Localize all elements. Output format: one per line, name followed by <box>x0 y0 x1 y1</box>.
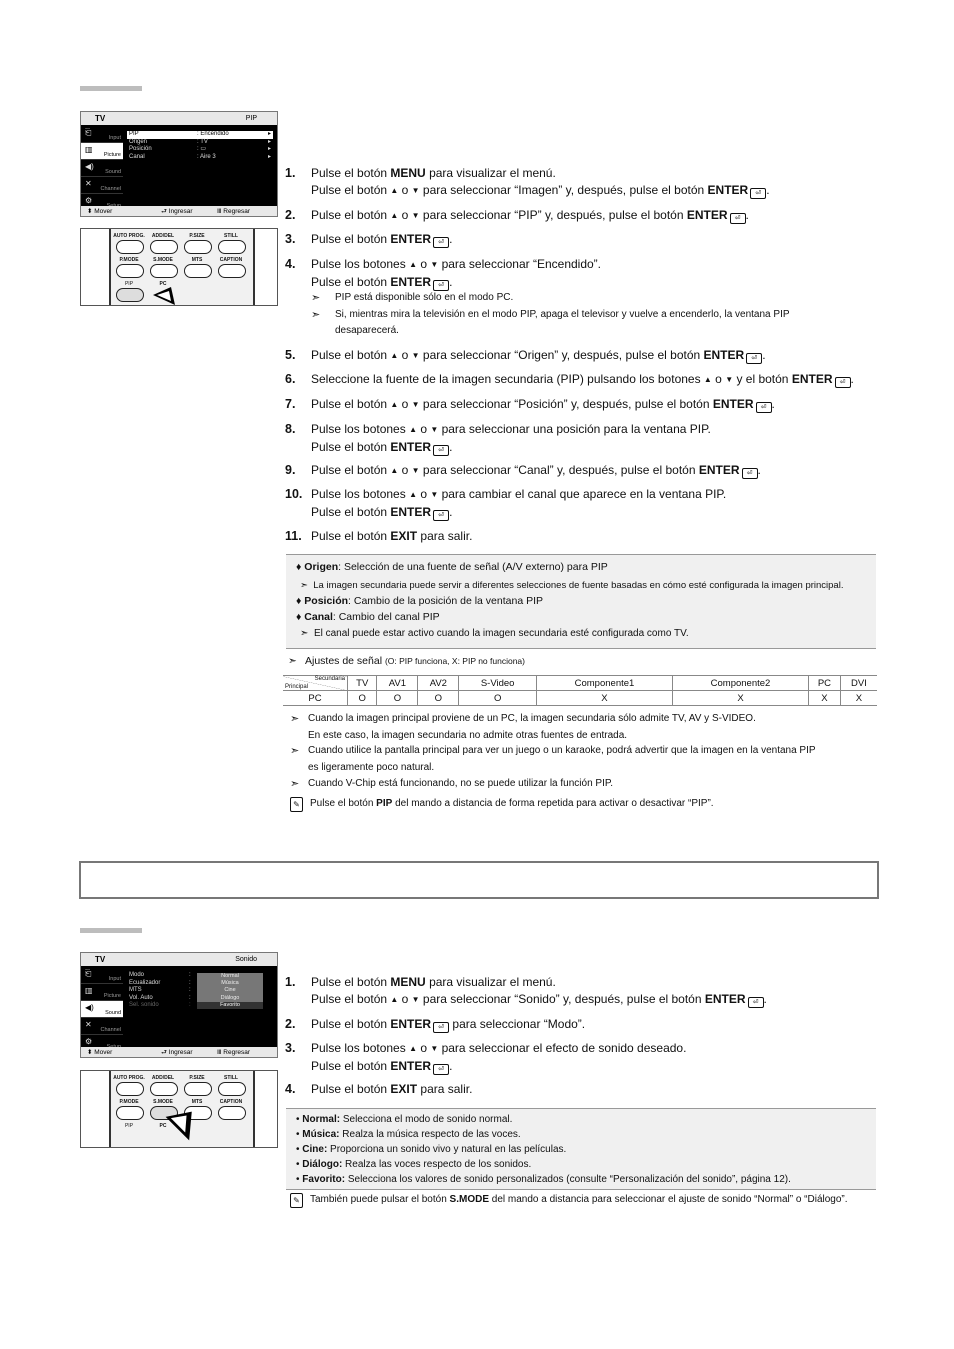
menu-category-icon: ✕ <box>85 179 92 188</box>
osd-move: ⬍ Mover <box>87 1049 113 1056</box>
remote-illustration-smode: AUTO PROG. ADD/DEL P.SIZE STILL P.MODE S.MODE MTS CAPTION PIP PC <box>80 1070 278 1148</box>
step-number: 8. <box>285 422 296 436</box>
osd-brand: TV <box>95 114 106 123</box>
step-number: 7. <box>285 397 296 411</box>
enter-icon: ⏎ <box>746 353 762 364</box>
step-text: Pulse el botón ENTER ⏎ . <box>311 232 453 246</box>
step-text: Pulse el botón MENU para visualizar el menú. Pulse el botón ▲ o ▼ para seleccionar “Imagen” y, después, pulse el botón ENTER ⏎ . <box>311 165 886 199</box>
osd-side-item: ✕ Channel <box>81 1018 123 1035</box>
sound-mode-item: • Diálogo: Realza las voces respecto de los sonidos. <box>296 1159 532 1170</box>
osd-title: PIP <box>245 115 257 122</box>
step-text: Pulse los botones ▲ o ▼ para cambiar el canal que aparece en la ventana PIP. Pulse el botón ENTER ⏎ . <box>311 487 727 519</box>
down-arrow-icon: ▼ <box>411 466 420 475</box>
remote-illustration-pip: AUTO PROG. ADD/DEL P.SIZE STILL P.MODE S.MODE MTS CAPTION PIP PC <box>80 228 278 306</box>
up-arrow-icon: ▲ <box>409 260 417 269</box>
menu-category-icon: ⚙ <box>85 1037 93 1046</box>
menu-category-icon: ⎗ <box>85 969 92 978</box>
down-arrow-icon: ▼ <box>725 375 734 384</box>
table-cell: O <box>459 691 537 706</box>
osd-side-item: ▥ Picture <box>81 143 123 160</box>
sound-mode-item: • Música: Realza la música respecto de las voces. <box>296 1129 521 1140</box>
down-arrow-icon: ▼ <box>411 185 420 195</box>
osd-row: Vol. Auto : <box>129 994 191 1001</box>
enter-icon: ⏎ <box>742 468 758 479</box>
osd-row: Modo : <box>129 972 191 978</box>
step-number: 5. <box>285 348 296 362</box>
sound-mode-item: • Normal: Selecciona el modo de sonido normal. <box>296 1114 513 1125</box>
table-header: TV <box>348 676 377 691</box>
menu-category-icon: ◀) <box>85 162 94 171</box>
osd-row: PIP : Encendido ▸ <box>129 131 271 137</box>
table-header: Componente2 <box>672 676 808 691</box>
up-arrow-icon: ▲ <box>703 375 712 384</box>
osd-option: Favorito <box>197 1002 263 1009</box>
up-arrow-icon: ▲ <box>409 425 417 434</box>
osd-option: Cine <box>197 987 263 994</box>
pip-options-box: ♦ Origen: Selección de una fuente de señal (A/V externo) para PIP ➣ La imagen secundaria puede servir a diferentes selecciones de fuente basadas en cómo esté configurada la imagen principal. ♦ Posición: Cambio de la posición de la ventana PIP ♦ Canal: Cambio del canal PIP ➣ El canal puede estar activo cuando la imagen secundaria esté configurada como TV. <box>286 554 876 649</box>
table-cell: X <box>672 691 808 706</box>
up-arrow-icon: ▲ <box>409 490 417 499</box>
signal-table: Secundaria Principal TV AV1 AV2 S-Video Componente1 Componente2 PC DVI PC O O O O X X X X <box>283 675 877 706</box>
osd-side-item: ⎗ Input <box>81 126 123 143</box>
up-arrow-icon: ▲ <box>390 400 399 409</box>
table-cell: X <box>536 691 672 706</box>
enter-icon: ⏎ <box>730 213 746 224</box>
step-number: 10. <box>285 487 303 501</box>
step-number: 3. <box>285 1041 296 1055</box>
menu-category-icon: ✕ <box>85 1020 92 1029</box>
step-text: Seleccione la fuente de la imagen secundaria (PIP) pulsando los botones ▲ o ▼ y el botón ENTER ⏎ . <box>311 371 886 389</box>
table-cell: X <box>809 691 841 706</box>
osd-side-item: ⎗ Input <box>81 967 123 984</box>
menu-category-icon: ⎗ <box>85 128 92 137</box>
pointing-hand-icon <box>151 283 177 309</box>
osd-option: Música <box>197 980 263 987</box>
pip-osd-menu <box>80 111 278 217</box>
down-arrow-icon: ▼ <box>430 1044 439 1053</box>
up-arrow-icon: ▲ <box>390 351 399 360</box>
osd-row: Posición : ▭ ▸ <box>129 146 271 152</box>
osd-row: Sel. sonido : <box>129 1002 191 1008</box>
enter-icon: ⏎ <box>433 445 449 456</box>
step-text: Pulse los botones ▲ o ▼ para seleccionar una posición para la ventana PIP. Pulse el botón ENTER ⏎ . <box>311 422 711 454</box>
enter-icon: ⏎ <box>433 1064 449 1075</box>
osd-back: Ⅲ Regresar <box>217 1049 251 1056</box>
down-arrow-icon: ▼ <box>430 490 439 499</box>
osd-enter: ⮐ Ingresar <box>161 208 193 215</box>
sound-mode-item: • Cine: Proporciona un sonido vivo y natural en las películas. <box>296 1144 567 1155</box>
memo-icon: ✎ <box>290 797 303 812</box>
osd-row: Canal : Aire 3 ▸ <box>129 153 271 160</box>
osd-side-item: ◀) Sound <box>81 160 123 177</box>
pointing-hand-icon <box>163 1109 197 1143</box>
up-arrow-icon: ▲ <box>390 185 399 195</box>
memo-icon: ✎ <box>290 1193 303 1208</box>
step-text: Pulse los botones ▲ o ▼ para seleccionar “Encendido”. Pulse el botón ENTER ⏎ . <box>311 257 602 289</box>
step-number: 1. <box>285 166 296 180</box>
table-cell: O <box>418 691 459 706</box>
step-number: 4. <box>285 257 296 271</box>
down-arrow-icon: ▼ <box>430 260 439 269</box>
up-arrow-icon: ▲ <box>390 466 399 475</box>
osd-side-item: ◀) Sound <box>81 1001 123 1018</box>
osd-brand: TV <box>95 955 106 964</box>
table-header: PC <box>809 676 841 691</box>
enter-icon: ⏎ <box>433 237 449 248</box>
osd-row: MTS : <box>129 987 191 993</box>
enter-icon: ⏎ <box>750 188 766 199</box>
step-number: 2. <box>285 1017 296 1031</box>
menu-category-icon: ▥ <box>85 145 93 154</box>
sound-mode-item: • Favorito: Selecciona los valores de sonido personalizados (consulte “Personalización del sonido”, página 12). <box>296 1174 791 1185</box>
step-text: Pulse el botón ▲ o ▼ para seleccionar “PIP” y, después, pulse el botón ENTER ⏎ . <box>311 207 886 225</box>
osd-option: Diálogo <box>197 995 263 1002</box>
up-arrow-icon: ▲ <box>409 1044 417 1053</box>
step-number: 1. <box>285 975 296 989</box>
table-header: AV1 <box>377 676 418 691</box>
step-text: Pulse el botón ▲ o ▼ para seleccionar “Posición” y, después, pulse el botón ENTER ⏎ . <box>311 396 886 414</box>
osd-title: Sonido <box>235 956 257 963</box>
step-number: 6. <box>285 372 296 386</box>
table-header: AV2 <box>418 676 459 691</box>
table-cell: X <box>840 691 877 706</box>
table-header: S-Video <box>459 676 537 691</box>
menu-category-icon: ⚙ <box>85 196 93 205</box>
table-header: Componente1 <box>536 676 672 691</box>
step-number: 2. <box>285 208 296 222</box>
osd-move: ⬍ Mover <box>87 208 113 215</box>
enter-icon: ⏎ <box>433 280 449 291</box>
menu-category-icon: ▥ <box>85 986 93 995</box>
up-arrow-icon: ▲ <box>390 211 399 220</box>
sound-modes-box <box>286 1108 876 1190</box>
step-number: 11. <box>285 529 302 543</box>
step-number: 4. <box>285 1082 296 1096</box>
sound-osd-menu <box>80 952 278 1058</box>
enter-icon: ⏎ <box>433 1022 449 1033</box>
table-header: DVI <box>840 676 877 691</box>
down-arrow-icon: ▼ <box>411 351 420 360</box>
section-marker <box>80 86 142 91</box>
table-cell: O <box>348 691 377 706</box>
osd-option: Normal <box>197 973 263 980</box>
down-arrow-icon: ▼ <box>430 425 439 434</box>
step-text: Pulse el botón EXIT para salir. <box>311 1082 473 1096</box>
step-text: Pulse el botón ▲ o ▼ para seleccionar “Origen” y, después, pulse el botón ENTER ⏎ . <box>311 347 886 365</box>
down-arrow-icon: ▼ <box>411 400 420 409</box>
osd-side-item: ▥ Picture <box>81 984 123 1001</box>
enter-icon: ⏎ <box>433 510 449 521</box>
up-arrow-icon: ▲ <box>390 994 399 1004</box>
section-header-bar <box>79 861 879 899</box>
step-text: Pulse el botón ▲ o ▼ para seleccionar “Canal” y, después, pulse el botón ENTER ⏎ . <box>311 462 886 480</box>
step-text: Pulse el botón EXIT para salir. <box>311 529 473 543</box>
step-text: Pulse el botón MENU para visualizar el menú. Pulse el botón ▲ o ▼ para seleccionar “Sonido” y, después, pulse el botón ENTER ⏎ . <box>311 974 886 1008</box>
osd-back: Ⅲ Regresar <box>217 208 251 215</box>
osd-row: Origen : TV ▸ <box>129 138 271 145</box>
enter-icon: ⏎ <box>748 997 764 1008</box>
section-marker-2 <box>80 928 142 933</box>
osd-enter: ⮐ Ingresar <box>161 1049 193 1056</box>
table-cell: O <box>377 691 418 706</box>
enter-icon: ⏎ <box>835 377 851 388</box>
menu-category-icon: ◀) <box>85 1003 94 1012</box>
signal-settings-title: ➣ Ajustes de señal (O: PIP funciona, X: PIP no funciona) <box>288 655 525 667</box>
enter-icon: ⏎ <box>756 402 772 413</box>
osd-side-item: ✕ Channel <box>81 177 123 194</box>
osd-row: Ecualizador : <box>129 979 191 986</box>
down-arrow-icon: ▼ <box>411 211 420 220</box>
step-text: Pulse el botón ENTER ⏎ para seleccionar “Modo”. <box>311 1017 586 1031</box>
step-text: Pulse los botones ▲ o ▼ para seleccionar el efecto de sonido deseado. Pulse el botón ENTER ⏎ . <box>311 1041 687 1073</box>
step-number: 9. <box>285 463 296 477</box>
down-arrow-icon: ▼ <box>411 994 420 1004</box>
step-number: 3. <box>285 232 296 246</box>
